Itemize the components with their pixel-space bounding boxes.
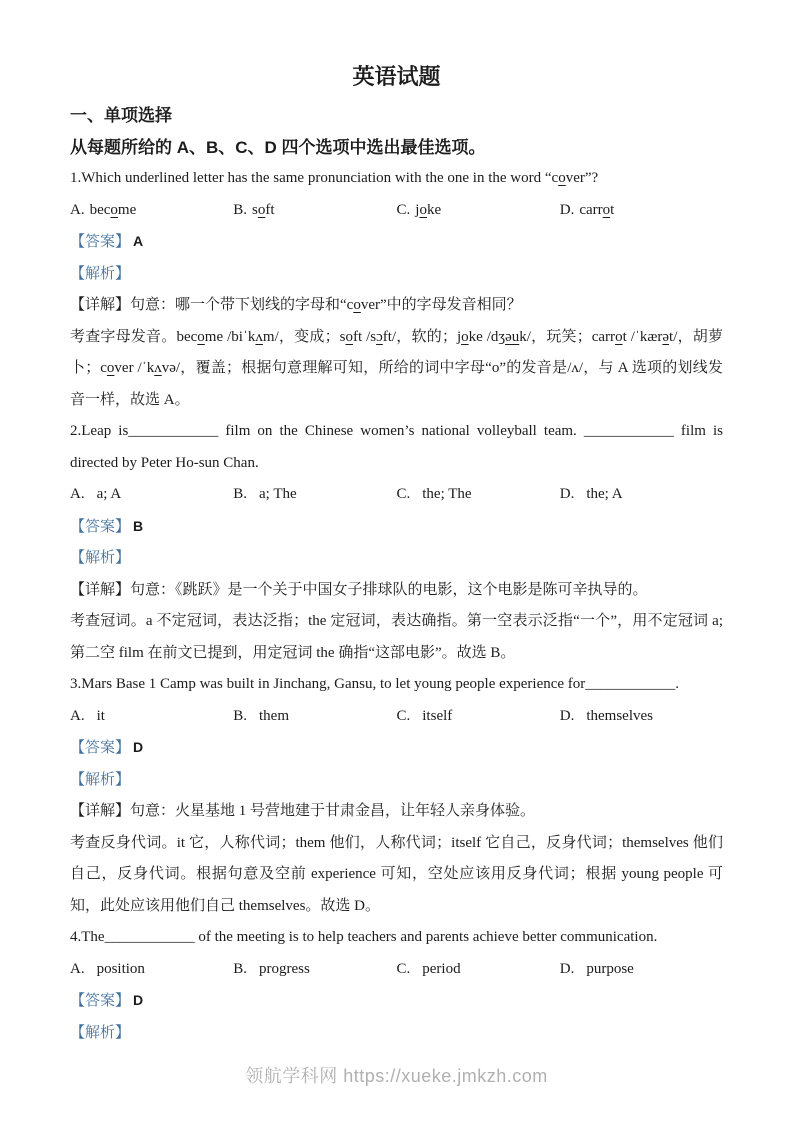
option-a xyxy=(70,479,233,511)
analysis-label: 【解析】 xyxy=(70,550,131,566)
option-letter: B. xyxy=(233,960,248,977)
option-letter: D. xyxy=(559,960,575,977)
options-row xyxy=(70,701,723,733)
option-text: the; A xyxy=(586,486,623,502)
detail-paragraph: 考查冠词。a 不定冠词，表达泛指；the 定冠词，表达确指。第一空表示泛指“一个”，用不定冠词 a;第二空 film 在前文已提到，用定冠词 the 确指“这部电影”。故选 B。 xyxy=(70,613,723,661)
analysis-line xyxy=(70,765,723,797)
option-letter: C. xyxy=(396,201,411,218)
option-text: position xyxy=(96,960,145,977)
option-text: soft xyxy=(252,201,275,218)
option-text: the; The xyxy=(422,486,472,502)
option-c xyxy=(397,195,560,227)
option-letter: B. xyxy=(233,707,248,724)
option-text: period xyxy=(422,960,461,977)
page-title: 英语试题 xyxy=(352,64,441,89)
option-a xyxy=(70,195,233,227)
option-c xyxy=(397,701,560,733)
option-text: a; A xyxy=(96,486,122,502)
option-text: joke xyxy=(415,201,442,218)
option-d xyxy=(560,954,723,986)
option-d xyxy=(560,701,723,733)
analysis-label: 【解析】 xyxy=(70,1024,131,1041)
option-text: itself xyxy=(422,707,453,724)
option-text: become xyxy=(89,201,137,218)
options-row xyxy=(70,954,723,986)
answer-line xyxy=(70,732,723,765)
option-b xyxy=(233,479,396,511)
question-block-2 xyxy=(70,416,723,669)
detail-paragraph: 【详解】句意：《跳跃》是一个关于中国女子排球队的电影，这个电影是陈可辛执导的。 xyxy=(70,581,648,598)
analysis-line xyxy=(70,1018,723,1050)
option-c xyxy=(397,479,560,511)
answer-value: D xyxy=(133,739,144,755)
answer-value: B xyxy=(133,517,144,534)
option-text: themselves xyxy=(586,707,653,724)
option-d xyxy=(560,195,723,227)
option-letter: A. xyxy=(70,486,85,502)
option-text: progress xyxy=(259,960,310,977)
option-text: it xyxy=(96,707,105,724)
answer-value: D xyxy=(133,992,144,1008)
option-letter: C. xyxy=(396,486,411,502)
option-letter: A. xyxy=(70,960,85,977)
option-a xyxy=(70,954,233,986)
answer-line xyxy=(70,511,723,544)
answer-label: 【答案】 xyxy=(70,518,131,535)
option-letter: A. xyxy=(70,201,85,218)
option-text: carrot xyxy=(579,201,615,218)
option-b xyxy=(233,701,396,733)
question-block-1 xyxy=(70,163,723,416)
option-letter: C. xyxy=(396,960,411,977)
option-letter: C. xyxy=(396,707,411,724)
watermark-text: 领航学科网 https://xueke.jmkzh.com xyxy=(245,1066,548,1086)
answer-label: 【答案】 xyxy=(70,993,131,1009)
option-c xyxy=(397,954,560,986)
question-stem: 3.Mars Base 1 Camp was built in Jinchang, Gansu, to let young people experience for____________. xyxy=(70,676,680,692)
question-stem: 2.Leap is____________ film on the Chinese women’s national volleyball team. ____________ film is directed by Peter Ho-sun Chan. xyxy=(70,423,723,471)
option-letter: B. xyxy=(233,486,248,502)
analysis-line xyxy=(70,259,723,291)
option-text: a; The xyxy=(259,486,297,502)
section-instruction: 从每题所给的 A、B、C、D 四个选项中选出最佳选项。 xyxy=(70,137,486,157)
watermark xyxy=(0,1064,793,1088)
detail-paragraph: 【详解】句意：哪一个带下划线的字母和“cover”中的字母发音相同？ xyxy=(70,297,522,313)
question-block-3 xyxy=(70,669,723,922)
options-row xyxy=(70,479,723,511)
answer-line xyxy=(70,985,723,1018)
option-letter: D. xyxy=(559,707,575,724)
option-a xyxy=(70,701,233,733)
option-d xyxy=(560,479,723,511)
option-text: them xyxy=(259,707,290,724)
options-row xyxy=(70,195,723,227)
option-letter: A. xyxy=(70,707,85,724)
option-letter: D. xyxy=(559,201,575,218)
option-b xyxy=(233,195,396,227)
analysis-label: 【解析】 xyxy=(70,265,131,282)
option-b xyxy=(233,954,396,986)
analysis-line xyxy=(70,543,723,575)
question-block-4 xyxy=(70,922,723,1049)
detail-paragraph: 【详解】句意：火星基地 1 号营地建于甘肃金昌，让年轻人亲身体验。 xyxy=(70,803,536,819)
answer-line xyxy=(70,226,723,259)
option-letter: D. xyxy=(559,486,575,502)
detail-paragraph: 考查反身代词。it 它，人称代词；them 他们，人称代词；itself 它自己，反身代词；themselves 他们自己，反身代词。根据句意及空前 experience 可知，空处应该用反身代词；根据 young people 可知，此处应该用他们自己 themselves。故选 D。 xyxy=(70,834,723,914)
question-stem: 1.Which underlined letter has the same pronunciation with the one in the word “cover”? xyxy=(70,170,599,186)
option-letter: B. xyxy=(233,201,248,218)
answer-label: 【答案】 xyxy=(70,234,131,250)
answer-label: 【答案】 xyxy=(70,740,131,756)
question-stem: 4.The____________ of the meeting is to help teachers and parents achieve better communication. xyxy=(70,929,658,945)
answer-value: A xyxy=(133,233,144,249)
section-heading: 一、单项选择 xyxy=(70,106,172,125)
analysis-label: 【解析】 xyxy=(70,771,131,788)
detail-paragraph: 考查字母发音。become /biˈkʌm/，变成；soft /sɔft/，软的；joke /dʒəuk/，玩笑；carrot /ˈkærət/，胡萝卜；cover /ˈkʌvə/，覆盖；根据句意理解可知，所给的词中字母“o”的发音是/ʌ/，与 A 选项的划线发音一样，故选 A。 xyxy=(70,328,723,408)
option-text: purpose xyxy=(586,960,634,977)
